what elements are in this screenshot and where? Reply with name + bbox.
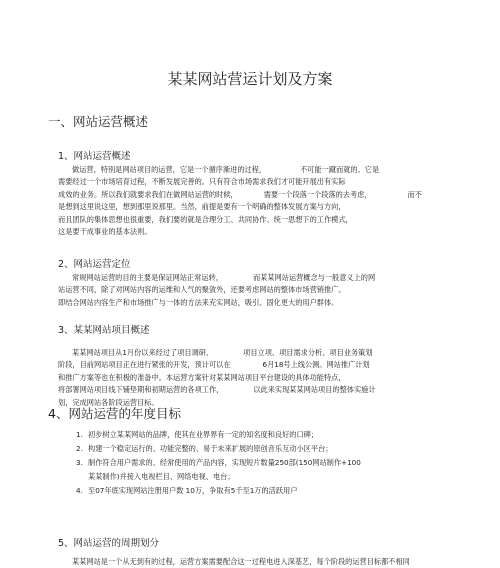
paragraph-period bbox=[58, 556, 448, 568]
text-line: 成效的业务。所以我们就要求我们在做网站运营的时候， 需要一个段落一个段落的去考虑， 而不 bbox=[58, 189, 422, 199]
subsection-heading-3: 3、某某网站项目概述 bbox=[58, 325, 150, 336]
annual-goals-list bbox=[76, 428, 456, 498]
paragraph-project-overview bbox=[58, 347, 448, 409]
text-line: 和推广方案等也在积极的准备中。本运营方案针对某某网站项目平台建设的具体功能特点， bbox=[58, 372, 346, 382]
subsection-heading-1: 1、网站运营概述 bbox=[58, 151, 131, 162]
text-line: 阶段，目前网站项目正在进行紧张的开发，预计可以在 6月18号上线公测。网站推广计划 bbox=[58, 360, 370, 370]
section-heading-overview: 一、网站运营概述 bbox=[48, 114, 149, 129]
section-heading-period: 5、网站运营的周期划分 bbox=[58, 538, 160, 549]
text-line: 而且团队的集体思想也很重要，我们要的就是合理分工、共同协作、统一思想下的工作模式， bbox=[58, 214, 353, 224]
text-line: 站运营不同，除了对网站内容的运维和人气的聚敛外，还要考虑网站的整体市场营销推广。 bbox=[58, 285, 346, 295]
list-item: 1. 初步树立某某网站的品牌，使其在业界界有一定的知名度和良好的口碑； bbox=[76, 430, 319, 439]
text-line: 将部署网站项目线下铺垫期和初期运营的各项工作， 以此来实现某某网站项目的整体实施计 bbox=[58, 385, 376, 395]
list-item: 3. 制作符合用户需求的、经常使用的产品内容，实现短片数量250部(150网站制作+100 某某制作)并接入电视栏目、网络电视、电台； bbox=[76, 458, 361, 481]
text-line: 需要经过一个市场培育过程，不断发展完善的。只有符合市场需求我们才可能开展出有实际 bbox=[58, 177, 346, 187]
text-line: 某某网站项目从1月份以来经过了项目调研、 项目立项、项目需求分析、项目业务策划 bbox=[72, 348, 373, 357]
paragraph-operation-overview bbox=[58, 164, 448, 238]
text-line: 做运营，特别是网站项目的运营，它是一个循序渐进的过程， 不可能一蹴而就的。它是 bbox=[72, 165, 380, 174]
text-line: 某某网站是一个从无到有的过程，运营方案需要配合这一过程电进入深基艺，每个阶段的运营目标都不相同 bbox=[72, 557, 410, 566]
subsection-heading-2: 2、网站运营定位 bbox=[58, 259, 131, 270]
text-line: 划，完成网站各阶段运营目标。 bbox=[58, 397, 159, 407]
document-title: 某某网站营运计划及方案 bbox=[167, 70, 333, 88]
list-item: 4. 至07年底实现网站注册用户数 10万，争取有5千至1万的活跃用户 bbox=[76, 486, 298, 495]
section-heading-annual-goals: 4、网站运营的年度目标 bbox=[48, 406, 181, 421]
text-line: 是想到这里说这里，想到那里说那里。当然，前提是要有一个明确的整体发展方案与方向， bbox=[58, 202, 346, 212]
text-line: 这是要干成事业的基本法则。 bbox=[58, 227, 152, 237]
text-line: 即结合网站内容生产和市场推广与一体的方法来充实网站，吸引、固化更大的用户群体。 bbox=[58, 297, 339, 307]
paragraph-operation-positioning bbox=[58, 272, 448, 309]
text-line: 常规网站运营的目的主要是保证网站正常运转， 而某某网站运营概念与一般意义上的网 bbox=[72, 273, 376, 282]
list-item: 2. 构建一个稳定运行的、功能完整的、易于未来扩展的原创音乐互动小区平台； bbox=[76, 444, 333, 453]
